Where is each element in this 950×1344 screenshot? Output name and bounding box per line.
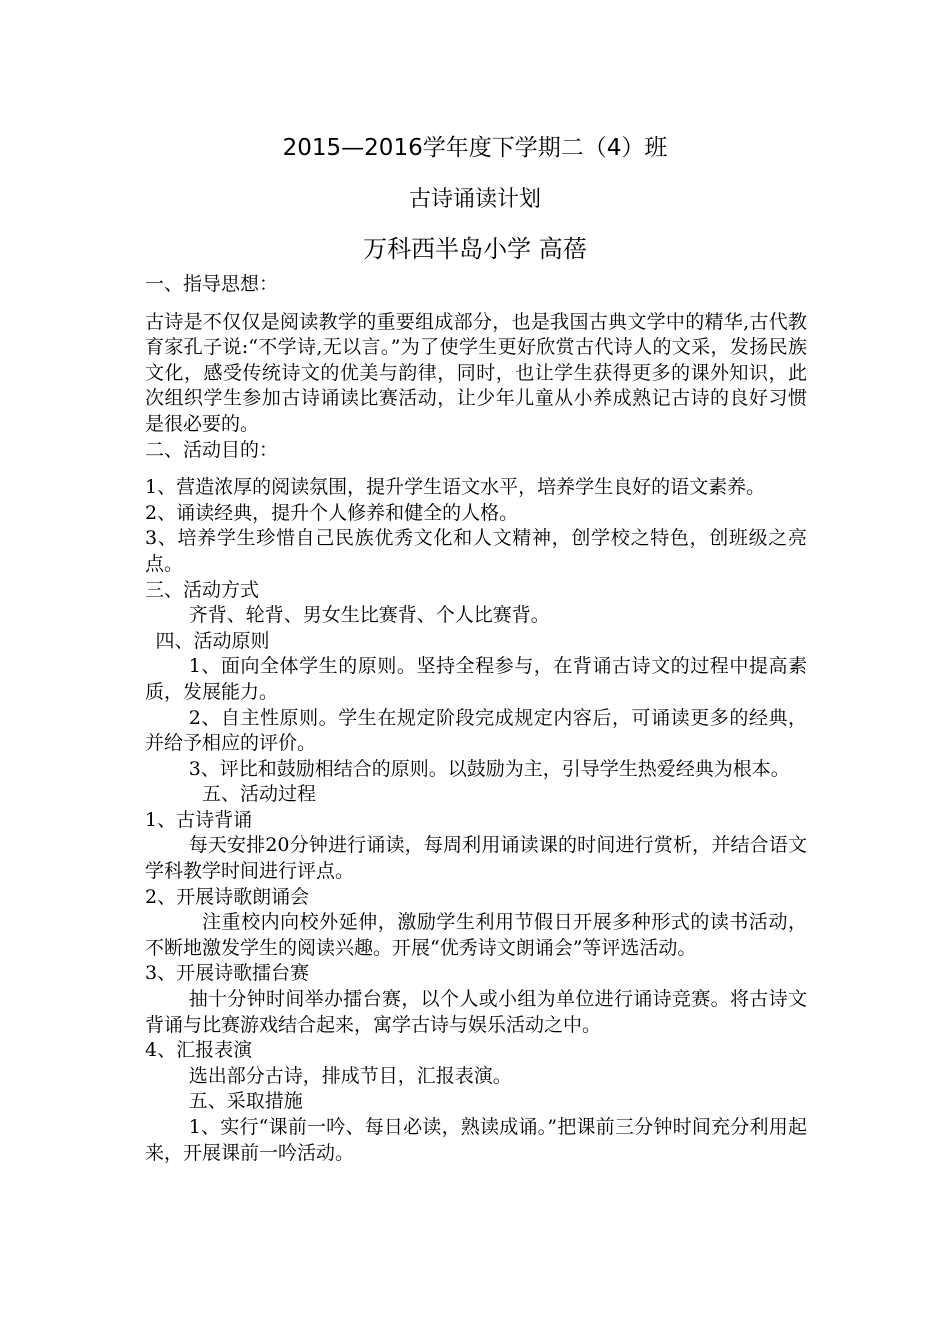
process-subheading-2: 2、开展诗歌朗诵会	[145, 885, 310, 908]
purpose-item-3: 3、培养学生珍惜自己民族优秀文化和人文精神，创学校之特色，创班级之亮点。	[145, 527, 807, 575]
principle-item-3: 3、评比和鼓励相结合的原则。以鼓励为主，引导学生热爱经典为根本。	[188, 757, 790, 780]
process-paragraph-1: 每天安排20分钟进行诵读，每周利用诵读课的时间进行赏析，并结合语文学科教学时间进行评点。	[145, 834, 807, 883]
paragraph-activity-method: 齐背、轮背、男女生比赛背、个人比赛背。	[188, 604, 550, 627]
measure-item-1: 1、实行“课前一吟、每日必读，熟读成诵。”把课前三分钟时间充分利用起来，开展课前一吟活动。	[145, 1116, 807, 1164]
paragraph-guiding-thought: 古诗是不仅仅是阅读教学的重要组成部分，也是我国古典文学中的精华,古代教育家孔子说:“不学诗,无以言。”为了使学生更好欣赏古代诗人的文采，发扬民族文化，感受传统诗文的优美与韵律，同时，也让学生获得更多的课外知识，此次组织学生参加古诗诵读比赛活动，让少年儿童从小养成熟记古诗的良好习惯是很必要的。	[145, 310, 807, 435]
section-heading-activity-method: 三、活动方式	[145, 578, 260, 601]
section-heading-guiding-thought: 一、指导思想：	[145, 273, 279, 295]
process-subheading-3: 3、开展诗歌擂台赛	[145, 962, 310, 985]
document-title-line2: 古诗诵读计划	[408, 187, 541, 212]
process-paragraph-4: 选出部分古诗，排成节目，汇报表演。	[188, 1064, 512, 1087]
section-heading-activity-principles: 四、活动原则	[155, 629, 270, 652]
process-paragraph-2: 注重校内向校外延伸，激励学生利用节假日开展多种形式的读书活动，不断地激发学生的阅读兴趣。开展“优秀诗文朗诵会”等评选活动。	[145, 911, 807, 959]
principle-item-1: 1、面向全体学生的原则。坚持全程参与，在背诵古诗文的过程中提高素质，发展能力。	[145, 655, 807, 703]
section-heading-activity-purpose: 二、活动目的：	[145, 438, 279, 461]
process-subheading-1: 1、古诗背诵	[145, 808, 253, 831]
process-paragraph-3: 抽十分钟时间举办擂台赛，以个人或小组为单位进行诵诗竞赛。将古诗文背诵与比赛游戏结合起来，寓学古诗与娱乐活动之中。	[145, 988, 807, 1036]
document-author: 万科西半岛小学 高蓓	[363, 235, 587, 263]
document-body	[145, 272, 807, 1166]
process-subheading-4: 4、汇报表演	[145, 1039, 253, 1062]
section-heading-measures: 五、采取措施	[188, 1090, 303, 1113]
purpose-item-1: 1、营造浓厚的阅读氛围，提升学生语文水平，培养学生良好的语文素养。	[145, 476, 766, 499]
document-title-line1: 2015—2016学年度下学期二（4）班	[282, 135, 668, 161]
principle-item-2: 2、自主性原则。学生在规定阶段完成规定内容后，可诵读更多的经典，并给予相应的评价。	[145, 706, 807, 755]
purpose-item-2: 2、诵读经典，提升个人修养和健全的人格。	[145, 501, 519, 524]
section-heading-activity-process: 五、活动过程	[202, 783, 317, 806]
